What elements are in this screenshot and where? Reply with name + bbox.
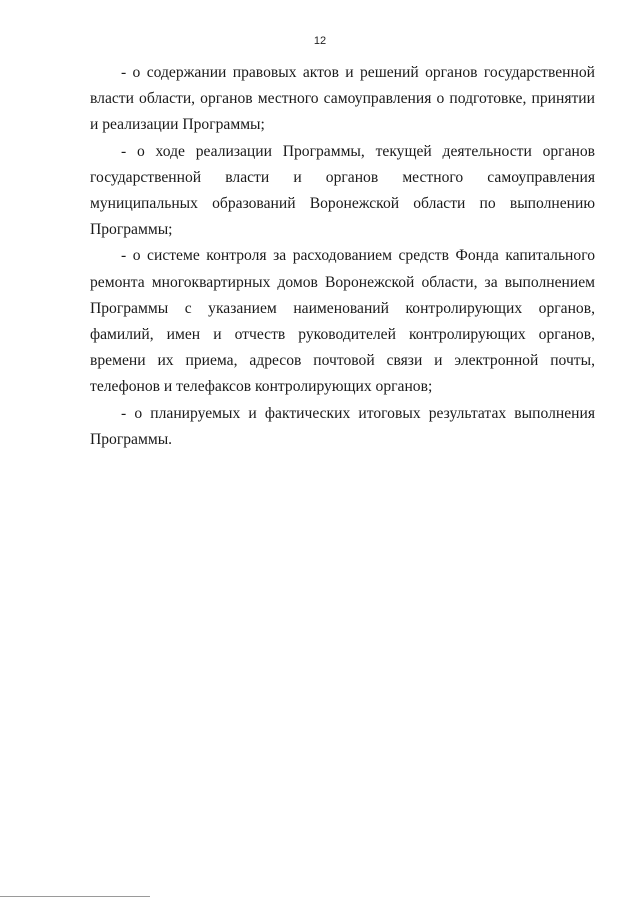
paragraph-legal-acts: - о содержании правовых актов и решений органов государственной власти области, органов местного самоуправления о подготовке, принятии и реализации Программы; [90,64,595,134]
paragraph-planned-results: - о планируемых и фактических итоговых результатах выполнения Программы. [90,404,595,448]
document-body [90,60,595,453]
bottom-divider [0,896,150,897]
paragraph-implementation-progress: - о ходе реализации Программы, текущей деятельности органов государственной власти и органов местного самоуправления муниципальных образований Воронежской области по выполнению Программы; [90,142,595,239]
paragraph-control-system: - о системе контроля за расходованием средств Фонда капитального ремонта многоквартирных домов Воронежской области, за выполнением Программы с указанием наименований контролирующих органов, фамилий, имен и отчеств руководителей контролирующих органов, времени их приема, адресов почтовой связи и электронной почты, телефонов и телефаксов контролирующих органов; [90,247,595,396]
page-number: 12 [313,35,327,47]
